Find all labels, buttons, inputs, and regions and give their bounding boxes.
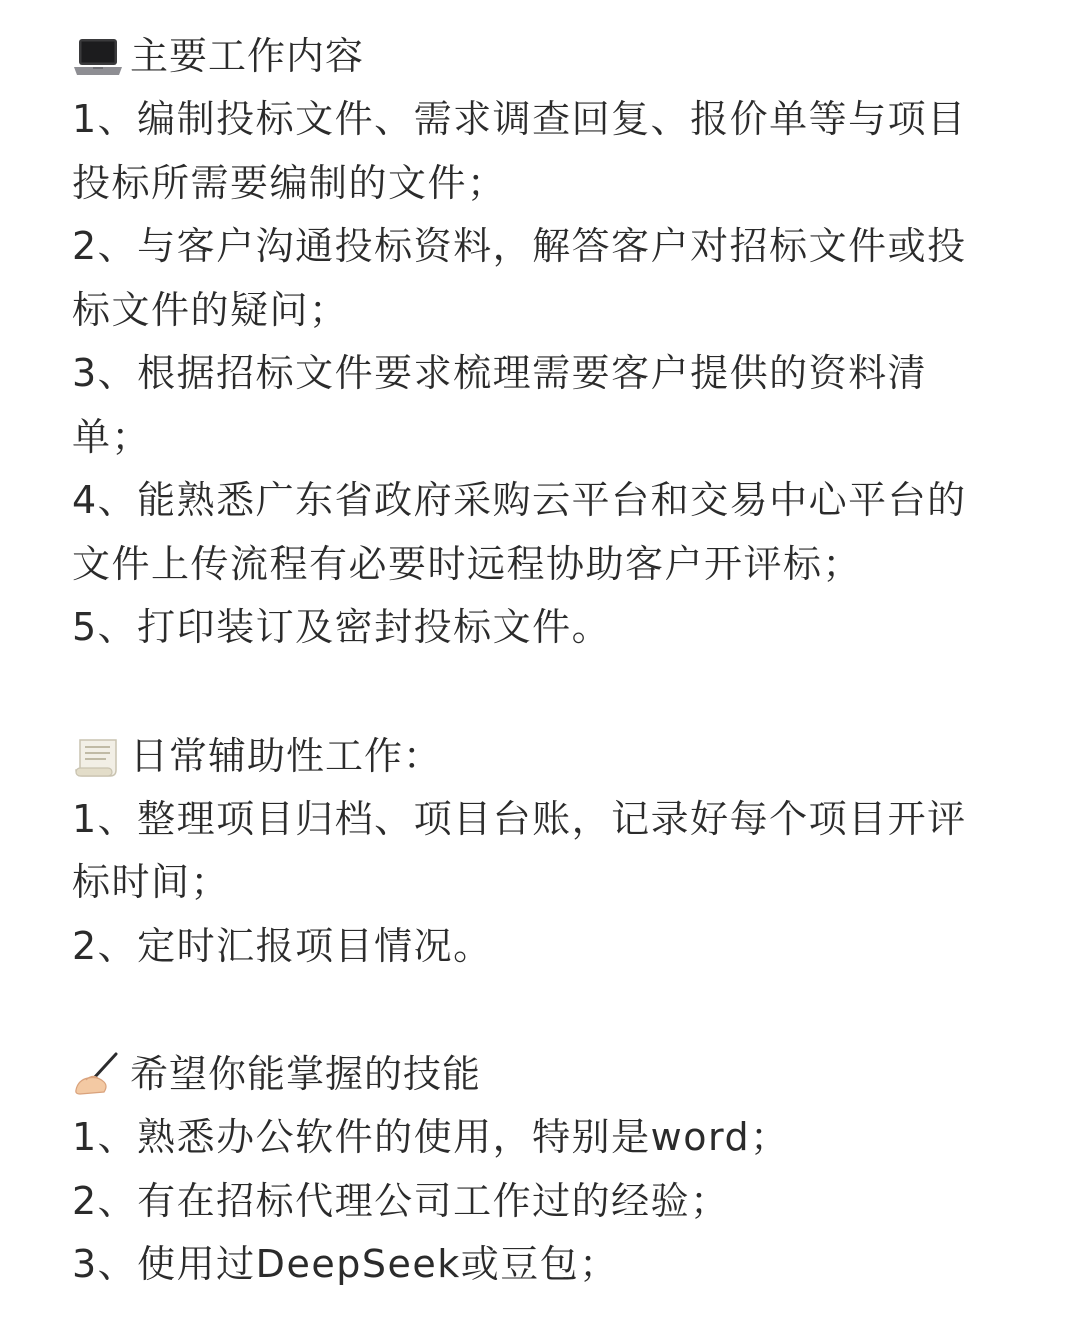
- text-line: 5、打印装订及密封投标文件。: [72, 605, 612, 649]
- section-title-daily-work: [72, 724, 1020, 788]
- text-line: 标文件的疑问；: [72, 287, 349, 332]
- writing-hand-icon: [72, 1048, 124, 1100]
- text-line: 4、能熟悉广东省政府采购云平台和交易中心平台的: [72, 478, 967, 522]
- section-title-main-work: [72, 24, 1020, 88]
- text-line: 1、整理项目归档、项目台账，记录好每个项目开评: [72, 796, 967, 841]
- text-line: 2、与客户沟通投标资料，解答客户对招标文件或投: [72, 224, 967, 268]
- text-line: 单；: [72, 414, 152, 459]
- laptop-icon: [72, 30, 124, 82]
- text-line: 2、有在招标代理公司工作过的经验；: [72, 1178, 730, 1223]
- section-gap: [72, 978, 1020, 1042]
- text-line: 1、编制投标文件、需求调查回复、报价单等与项目: [72, 97, 967, 141]
- scroll-icon: [72, 730, 124, 782]
- section-title-text: 日常辅助性工作：: [130, 733, 443, 778]
- text-line: 2、定时汇报项目情况。: [72, 923, 493, 968]
- text-line: 标时间；: [72, 860, 231, 904]
- text-line: 3、使用过DeepSeek或豆包；: [72, 1242, 619, 1286]
- section-gap: [72, 660, 1020, 724]
- section-title-skills: [72, 1042, 1020, 1106]
- text-line: 投标所需要编制的文件；: [72, 160, 507, 205]
- section-title-text: 希望你能掌握的技能: [130, 1052, 482, 1096]
- text-line: 文件上传流程有必要时远程协助客户开评标；: [72, 541, 863, 586]
- section-title-text: 主要工作内容: [130, 34, 365, 78]
- text-line: 1、熟悉办公软件的使用，特别是word；: [72, 1115, 790, 1159]
- text-line: 3、根据招标文件要求梳理需要客户提供的资料清: [72, 351, 928, 395]
